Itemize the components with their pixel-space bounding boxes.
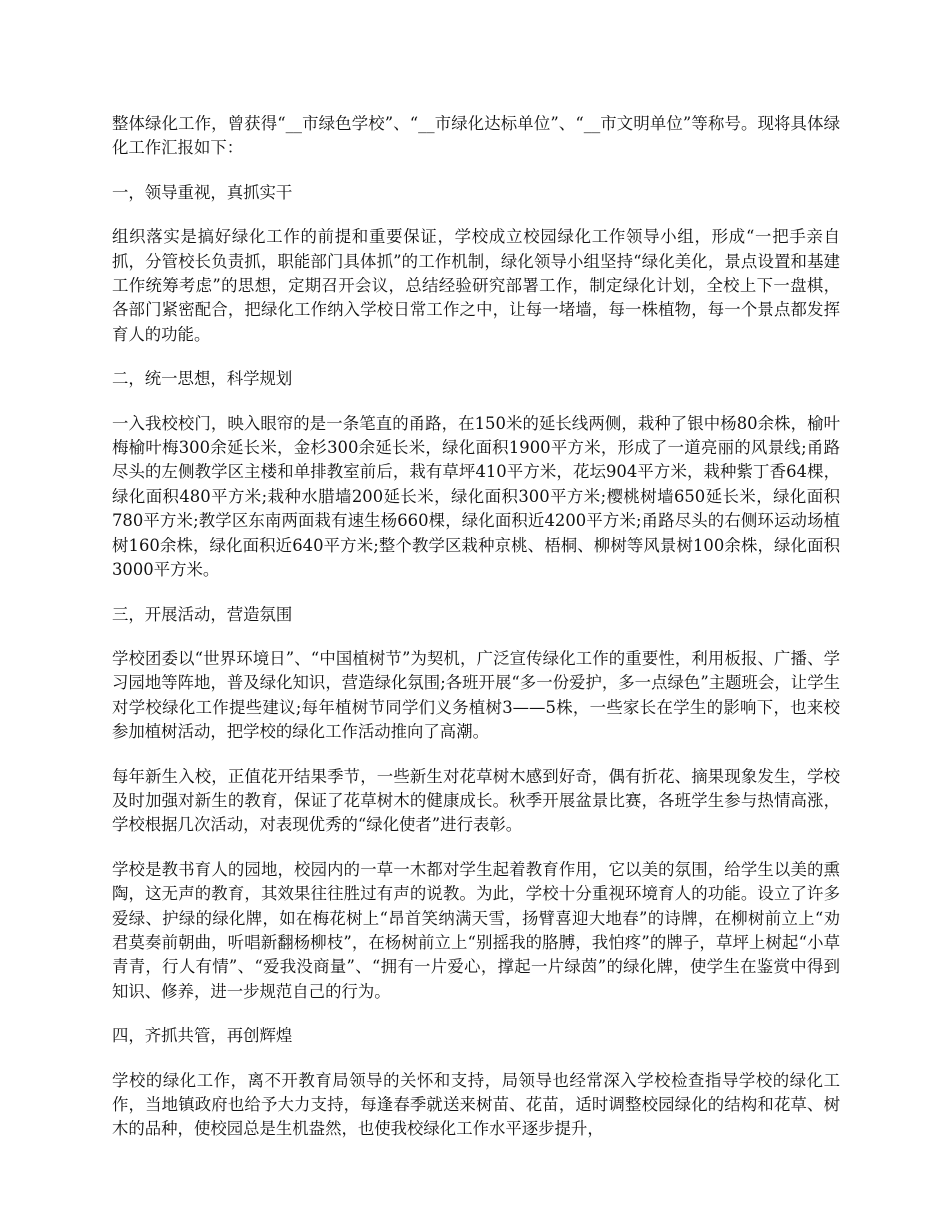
section-3-paragraph-2: 每年新生入校，正值花开结果季节，一些新生对花草树木感到好奇，偶有折花、摘果现象发生，学校及时加强对新生的教育，保证了花草树木的健康成长。秋季开展盆景比赛，各班学生参与热情高涨，学校根据几次活动，对表现优秀的“绿化使者”进行表彰。: [112, 766, 840, 835]
section-1-paragraph: 组织落实是搞好绿化工作的前提和重要保证，学校成立校园绿化工作领导小组，形成“一把手亲自抓，分管校长负责抓，职能部门具体抓”的工作机制，绿化领导小组坚持“绿化美化，景点设置和基建工作统筹考虑”的思想，定期召开会议，总结经验研究部署工作，制定绿化计划，全校上下一盘棋，各部门紧密配合，把绿化工作纳入学校日常工作之中，让每一堵墙，每一株植物，每一个景点都发挥育人的功能。: [112, 227, 840, 344]
section-4-paragraph: 学校的绿化工作，离不开教育局领导的关怀和支持，局领导也经常深入学校检查指导学校的绿化工作，当地镇政府也给予大力支持，每逢春季就送来树苗、花苗，适时调整校园绿化的结构和花草、树木的品种，使校园总是生机盎然，也使我校绿化工作水平逐步提升，: [112, 1070, 840, 1139]
section-3-paragraph-1: 学校团委以“世界环境日”、“中国植树节”为契机，广泛宣传绿化工作的重要性，利用板报、广播、学习园地等阵地，普及绿化知识，营造绿化氛围;各班开展“多一份爱护，多一点绿色”主题班会，让学生对学校绿化工作提些建议;每年植树节同学们义务植树3——5株，一些家长在学生的影响下，也来校参加植树活动，把学校的绿化工作活动推向了高潮。: [112, 648, 840, 742]
section-heading-2: 二，统一思想，科学规划: [112, 369, 293, 389]
section-3-paragraph-3: 学校是教书育人的园地，校园内的一草一木都对学生起着教育作用，它以美的氛围，给学生以美的熏陶，这无声的教育，其效果往往胜过有声的说教。为此，学校十分重视环境育人的功能。设立了许多爱绿、护绿的绿化牌，如在梅花树上“昂首笑纳满天雪，扬臂喜迎大地春”的诗牌，在柳树前立上“劝君莫奏前朝曲，听唱新翻杨柳枝”，在杨树前立上“别摇我的胳膊，我怕疼”的牌子，草坪上树起“小草青青，行人有情”、“爱我没商量”、“拥有一片爱心，撑起一片绿茵”的绿化牌，使学生在鉴赏中得到知识、修养，进一步规范自己的行为。: [112, 859, 840, 1001]
section-heading-1: 一，领导重视，真抓实干: [112, 182, 293, 202]
intro-paragraph: 整体绿化工作，曾获得“__市绿色学校”、“__市绿化达标单位”、“__市文明单位”等称号。现将具体绿化工作汇报如下：: [112, 114, 840, 158]
document-body: [112, 112, 840, 1162]
section-heading-3: 三，开展活动，营造氛围: [112, 604, 293, 624]
section-heading-4: 四，齐抓共管，再创辉煌: [112, 1026, 293, 1046]
section-2-paragraph: 一入我校校门，映入眼帘的是一条笔直的甬路，在150米的延长线两侧，栽种了银中杨80余株，榆叶梅榆叶梅300余延长米，金杉300余延长米，绿化面积1900平方米，形成了一道亮丽的风景线;甬路尽头的左侧教学区主楼和单排教室前后，栽有草坪410平方米，花坛904平方米，栽种紫丁香64棵，绿化面积480平方米;栽种水腊墙200延长米，绿化面积300平方米;樱桃树墙650延长米，绿化面积780平方米;教学区东南两面栽有速生杨660棵，绿化面积近4200平方米;甬路尽头的右侧环运动场植树160余株，绿化面积近640平方米;整个教学区栽种京桃、梧桐、柳树等风景树100余株，绿化面积3000平方米。: [112, 413, 840, 580]
